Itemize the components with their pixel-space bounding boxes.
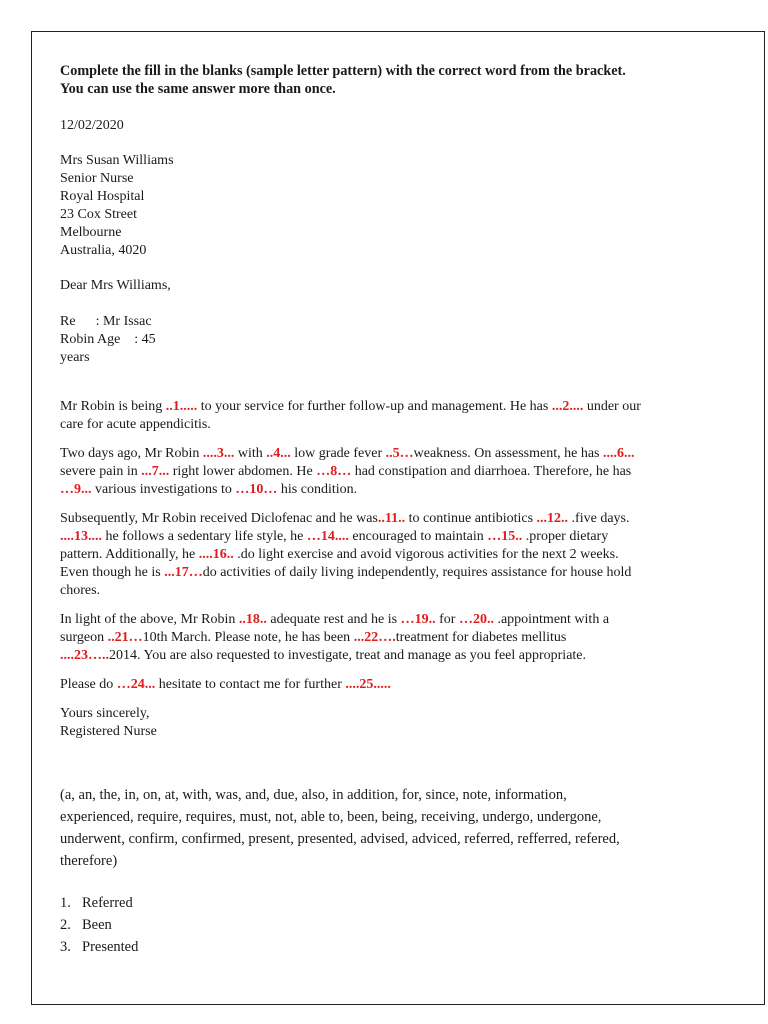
answer-number: 1. [60, 895, 71, 911]
blank-20: …20.. [458, 612, 494, 627]
blank-10: …10… [235, 482, 278, 497]
answer-number: 3. [60, 939, 71, 955]
paragraph-2 [60, 445, 645, 499]
list-item [60, 914, 138, 936]
paragraph-4 [60, 611, 645, 665]
blank-15: …15.. [487, 529, 523, 544]
blank-13: ....13.... [60, 529, 102, 544]
text: do activities of daily living independently, requires assistance for house hold chores. [60, 565, 632, 598]
text: severe pain in [60, 464, 142, 479]
letter-content [60, 62, 645, 741]
answer-list [60, 892, 138, 958]
text: low grade fever [290, 446, 386, 461]
address-line: Senior Nurse [60, 171, 134, 186]
answer-text: Been [82, 917, 112, 933]
text: Subsequently, Mr Robin received Diclofenac and he was [60, 511, 378, 526]
paragraph-1 [60, 398, 645, 434]
paragraph-5 [60, 676, 645, 694]
text: for [435, 612, 459, 627]
text: .appointment with a surgeon [60, 612, 610, 645]
text: right lower abdomen. He [169, 464, 317, 479]
blank-11: ..11.. [377, 511, 406, 526]
text: 2014. You are also requested to investigate, treat and manage as you feel appropriate. [109, 648, 587, 663]
instructions: Complete the fill in the blanks (sample letter pattern) with the correct word from the bracket. You can use the same answer more than once. [60, 63, 626, 97]
blank-3: ....3... [202, 446, 235, 461]
text: .five days. [568, 511, 630, 526]
blank-7: ...7... [141, 464, 170, 479]
text: treatment for diabetes mellitus [395, 630, 567, 645]
blank-8: …8… [316, 464, 352, 479]
blank-6: ....6... [603, 446, 635, 461]
answer-number: 2. [60, 917, 71, 933]
text: .proper dietary pattern. Additionally, he [60, 529, 609, 562]
re-patient: : Mr Issac [95, 314, 152, 329]
blank-5: ..5… [385, 446, 414, 461]
blank-4: ..4... [266, 446, 291, 461]
re-age-label: Robin Age [60, 332, 121, 347]
text: In light of the above, Mr Robin [60, 612, 239, 627]
blank-2: ...2.... [551, 399, 584, 414]
text: weakness. On assessment, he has [413, 446, 603, 461]
list-item [60, 936, 138, 958]
blank-23: ....23….. [60, 648, 109, 663]
blank-19: …19.. [400, 612, 436, 627]
text: Mr Robin is being [60, 399, 166, 414]
signature-title: Registered Nurse [60, 724, 157, 739]
greeting: Dear Mrs Williams, [60, 278, 171, 293]
text: his condition. [277, 482, 358, 497]
text: Two days ago, Mr Robin [60, 446, 203, 461]
address-line: Melbourne [60, 225, 122, 240]
blank-12: ...12.. [536, 511, 569, 526]
blank-1: ..1..... [165, 399, 198, 414]
re-years: years [60, 350, 90, 365]
text: to continue antibiotics [405, 511, 537, 526]
re-age-value: : 45 [134, 332, 156, 347]
paragraph-3 [60, 510, 645, 600]
address-line: 23 Cox Street [60, 207, 137, 222]
text: hesitate to contact me for further [155, 677, 346, 692]
blank-18: ..18.. [238, 612, 267, 627]
blank-21: ..21… [107, 630, 143, 645]
recipient-address [60, 152, 645, 260]
text: encouraged to maintain [348, 529, 488, 544]
text: various investigations to [91, 482, 236, 497]
re-label: Re [60, 314, 76, 329]
word-bank: (a, an, the, in, on, at, with, was, and, due, also, in addition, for, since, note, information, experienced, require, requires, must, not, able to, been, being, receiving, undergo, undergone, underwent, confirm, confirmed, present, presented, advised, adviced, referred, refferred, refered, therefore) [60, 787, 620, 869]
blank-24: …24... [116, 677, 156, 692]
list-item [60, 892, 138, 914]
blank-17: ...17… [164, 565, 203, 580]
text: he follows a sedentary life style, he [102, 529, 307, 544]
address-line: Royal Hospital [60, 189, 145, 204]
text: .do light exercise and avoid vigorous activities for the next 2 weeks. Even though he is [60, 547, 619, 580]
blank-9: …9... [60, 482, 92, 497]
text: had constipation and diarrhoea. Therefore, he has [351, 464, 632, 479]
text: under our care for acute appendicitis. [60, 399, 641, 432]
sign-off: Yours sincerely, [60, 706, 150, 721]
address-line: Australia, 4020 [60, 243, 147, 258]
text: to your service for further follow-up and management. He has [197, 399, 552, 414]
answer-text: Referred [82, 895, 133, 911]
text: 10th March. Please note, he has been [142, 630, 354, 645]
blank-22: ...22…. [353, 630, 396, 645]
blank-14: …14.... [306, 529, 349, 544]
blank-16: ....16.. [198, 547, 234, 562]
closing [60, 705, 645, 741]
letter-date: 12/02/2020 [60, 118, 124, 133]
blank-25: ....25..... [345, 677, 391, 692]
address-line: Mrs Susan Williams [60, 153, 174, 168]
text: with [234, 446, 267, 461]
answer-text: Presented [82, 939, 139, 955]
text: Please do [60, 677, 117, 692]
re-block [60, 313, 645, 367]
text: adequate rest and he is [266, 612, 401, 627]
